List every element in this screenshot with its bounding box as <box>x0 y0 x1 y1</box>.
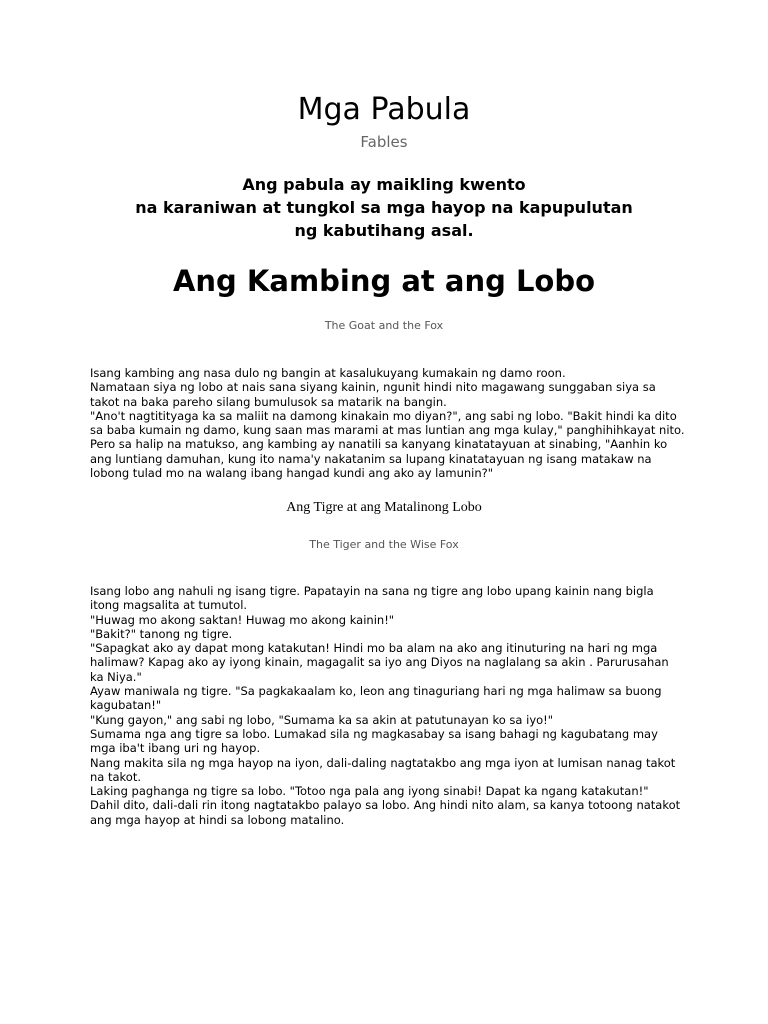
story1-line: Pero sa halip na matukso, ang kambing ay nanatili sa kanyang kinatatayuan at sinabing, "Aanhin ko <box>90 437 668 452</box>
story1-title: Ang Kambing at ang Lobo <box>172 264 596 298</box>
story1-subtitle: The Goat and the Fox <box>324 319 444 332</box>
story2-body <box>90 584 690 827</box>
intro-paragraph <box>60 173 708 242</box>
story1-line: ang luntiang damuhan, kung ito nama'y nakatanim sa lupang kinatatayuan ng isang matakaw na <box>90 451 652 466</box>
story2-line: Sumama nga ang tigre sa lobo. Lumakad sila ng magkasabay sa isang bahagi ng kagubatang may <box>90 726 658 741</box>
story2-line: "Huwag mo akong saktan! Huwag mo akong kainin!" <box>90 612 395 627</box>
story1-line: takot na baka pareho silang bumulusok sa matarik na bangin. <box>90 394 447 409</box>
story2-line: Dahil dito, dali-dali rin itong nagtatakbo palayo sa lobo. Ang hindi nito alam, sa kanya totoong natakot <box>90 798 681 813</box>
story2-subtitle: The Tiger and the Wise Fox <box>309 538 459 551</box>
story1-body <box>90 366 690 480</box>
story2-line: na takot. <box>90 769 141 784</box>
story1-line: sa baba kumain ng damo, kung saan mas marami at mas luntian ang mga kulay," panghihihkayat nito. <box>90 423 685 438</box>
story2-line: ang mga hayop at hindi sa lobong matalino. <box>90 812 345 827</box>
story2-line: "Kung gayon," ang sabi ng lobo, "Sumama ka sa akin at patutunayan ko sa iyo!" <box>90 712 554 727</box>
story2-title: Ang Tigre at ang Matalinong Lobo <box>286 500 482 515</box>
story2-line: Isang lobo ang nahuli ng isang tigre. Papatayin na sana ng tigre ang lobo upang kainin nang bigla <box>90 584 654 598</box>
story2-line: "Bakit?" tanong ng tigre. <box>90 626 233 641</box>
story2-line: Nang makita sila ng mga hayop na iyon, dali-daling nagtatakbo ang mga iyon at lumisan nanag takot <box>90 755 676 770</box>
intro-line: Ang pabula ay maikling kwento <box>242 175 526 194</box>
story2-line: halimaw? Kapag ako ay iyong kinain, magagalit sa iyo ang Diyos na naglalang sa akin . Parurusahan <box>90 655 669 670</box>
page-title: Mga Pabula <box>297 92 471 127</box>
page-subtitle: Fables <box>360 133 408 151</box>
story2-line: itong magsalita at tumutol. <box>90 598 248 613</box>
intro-line: na karaniwan at tungkol sa mga hayop na kapupulutan <box>135 198 633 217</box>
story2-line: kagubatan!" <box>90 698 162 713</box>
story2-line: Ayaw maniwala ng tigre. "Sa pagkakaalam ko, leon ang tinaguriang hari ng mga halimaw sa buong <box>90 684 662 699</box>
story2-line: mga iba't ibang uri ng hayop. <box>90 741 261 756</box>
intro-line: ng kabutihang asal. <box>294 221 474 240</box>
story2-line: "Sapagkat ako ay dapat mong katakutan! Hindi mo ba alam na ako ang itinuturing na hari ng mga <box>90 641 658 656</box>
story2-line: ka Niya." <box>90 669 142 684</box>
story1-line: Isang kambing ang nasa dulo ng bangin at kasalukuyang kumakain ng damo roon. <box>90 366 566 380</box>
story1-line: "Ano't nagtitityaga ka sa maliit na damong kinakain mo diyan?", ang sabi ng lobo. "Bakit hindi ka dito <box>90 408 677 423</box>
story1-line: lobong tulad mo na walang ibang hangad kundi ang ako ay lamunin?" <box>90 466 494 481</box>
story1-line: Namataan siya ng lobo at nais sana siyang kainin, ngunit hindi nito magawang sunggaban siya sa <box>90 380 656 395</box>
story2-line: Laking paghanga ng tigre sa lobo. "Totoo nga pala ang iyong sinabi! Dapat ka ngang katakutan!" <box>90 784 649 799</box>
